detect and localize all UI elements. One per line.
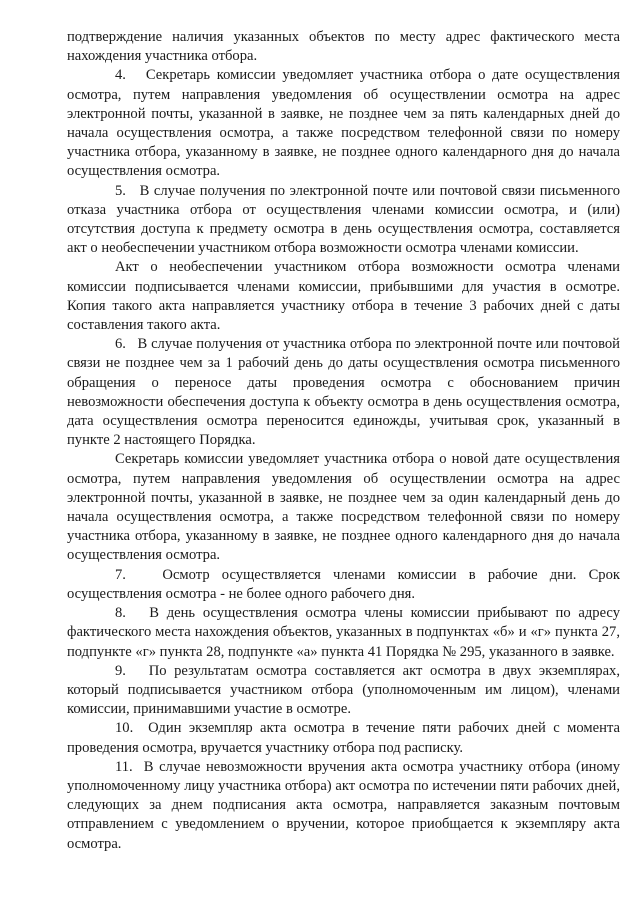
paragraph-item-6-notice: Секретарь комиссии уведомляет участника отбора о новой дате осуществления осмотра, путем направления уведомления об осуществлении осмотра на адрес электронной почты, указанной в заявке, не позднее чем за один календарный день до начала осуществления осмотра, а также посредством телефонной связи по номеру участника отбора, указанному в заявке, не позднее одного календарного дня до начала осуществления осмотра.	[67, 451, 620, 564]
paragraph-item-6: 6. В случае получения от участника отбора по электронной почте или почтовой связи не позднее чем за 1 рабочий день до даты осуществления осмотра письменного обращения о переносе даты проведения осмотра с обоснованием причин невозможности обеспечения доступа к объекту осмотра в день осуществления осмотра, дата осуществления осмотра переносится единожды, учитывая срок, указанный в пункте 2 настоящего Порядка.	[67, 336, 620, 449]
paragraph-item-5: 5. В случае получения по электронной почте или почтовой связи письменного отказа участника отбора от осуществления членами комиссии осмотра, и (или) отсутствия доступа к предмету осмотра в день осуществления осмотра, составляется акт о необеспечении участником отбора возможности осмотра членами комиссии.	[67, 182, 620, 257]
paragraph-item-9: 9. По результатам осмотра составляется акт осмотра в двух экземплярах, который подписывается участником отбора (уполномоченным им лицом), членами комиссии, принимавшими участие в осмотре.	[67, 662, 620, 718]
paragraph-item-10: 10. Один экземпляр акта осмотра в течение пяти рабочих дней с момента проведения осмотра, вручается участнику отбора под расписку.	[67, 720, 620, 756]
paragraph-continuation: подтверждение наличия указанных объектов по месту адрес фактического места нахождения участника отбора.	[67, 29, 620, 65]
paragraph-item-11: 11. В случае невозможности вручения акта осмотра участнику отбора (иному уполномоченному лицу участника отбора) акт осмотра по истечении пяти рабочих дней, следующих за днем подписания акта осмотра, направляется заказным почтовым отправлением с уведомлением о вручении, которое приобщается к экземпляру акта осмотра.	[67, 758, 620, 852]
paragraph-item-7: 7. Осмотр осуществляется членами комиссии в рабочие дни. Срок осуществления осмотра - не более одного рабочего дня.	[67, 566, 620, 602]
paragraph-item-8: 8. В день осуществления осмотра члены комиссии прибывают по адресу фактического места нахождения объектов, указанных в подпунктах «б» и «г» пункта 27, подпункте «г» пункта 28, подпункте «а» пункта 41 Порядка № 295, указанного в заявке.	[67, 605, 620, 660]
paragraph-item-5-act: Акт о необеспечении участником отбора возможности осмотра членами комиссии подписывается членами комиссии, прибывшими для участия в осмотре. Копия такого акта направляется участнику отбора в течение 3 рабочих дней с даты составления такого акта.	[67, 259, 620, 334]
paragraph-item-4: 4. Секретарь комиссии уведомляет участника отбора о дате осуществления осмотра, путем направления уведомления об осуществлении осмотра на адрес электронной почты, указанной в заявке, не позднее чем за пять календарных дней до начала осуществления осмотра, а также посредством телефонной связи по номеру участника отбора, указанному в заявке, не позднее одного календарного дня до начала осуществления осмотра.	[67, 67, 620, 180]
